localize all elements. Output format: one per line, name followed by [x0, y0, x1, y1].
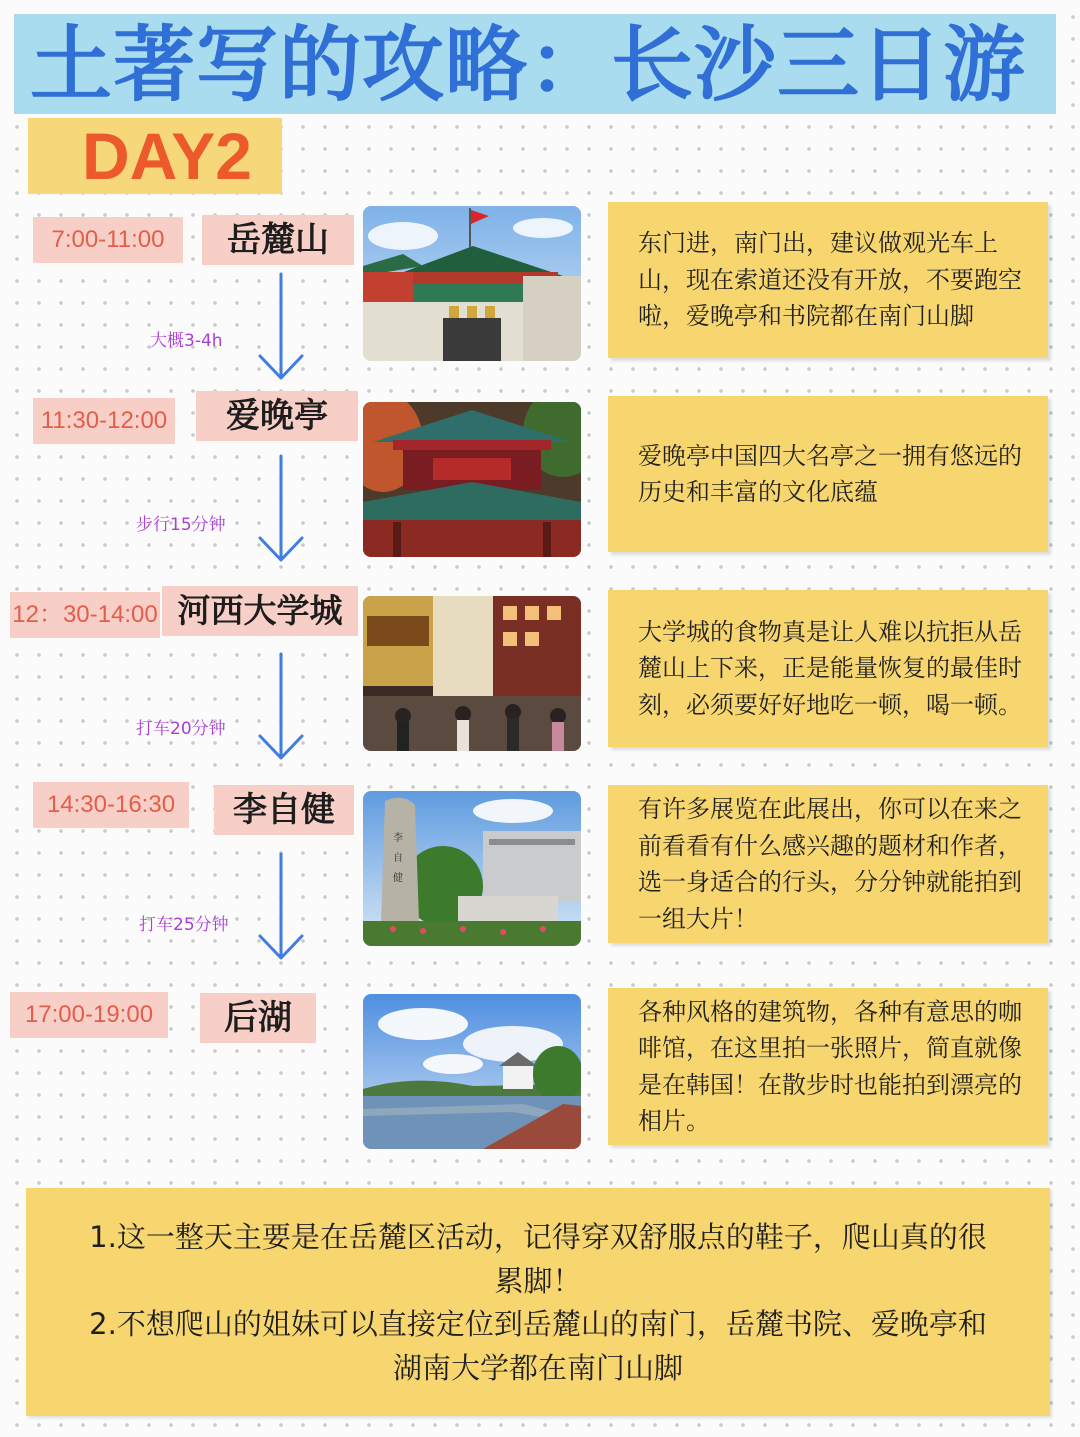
stop-1-description: 东门进，南门出，建议做观光车上山，现在索道还没有开放，不要跑空啦，爱晚亭和书院都在南门山脚 — [608, 202, 1048, 358]
stop-5-description: 各种风格的建筑物，各种有意思的咖啡馆，在这里拍一张照片，简直就像是在韩国！在散步时也能拍到漂亮的相片。 — [608, 988, 1048, 1145]
stop-2-photo — [363, 402, 581, 557]
stop-3-time: 12：30-14:00 — [10, 592, 160, 638]
day-label: DAY2 — [82, 119, 252, 193]
stop-5-place: 后湖 — [200, 993, 316, 1043]
arrow-down-icon — [256, 852, 306, 964]
stop-2-time: 11:30-12:00 — [33, 398, 175, 444]
stop-2-place: 爱晚亭 — [196, 391, 358, 441]
transit-2-note: 步行15分钟 — [136, 515, 226, 535]
stop-1-time: 7:00-11:00 — [33, 217, 183, 263]
svg-text:李: 李 — [393, 833, 403, 844]
stop-3-photo — [363, 596, 581, 751]
stop-4-place: 李自健 — [214, 785, 354, 835]
arrow-down-icon — [256, 652, 306, 764]
arrow-down-icon — [256, 454, 306, 566]
svg-text:健: 健 — [393, 873, 403, 884]
transit-1-note: 大概3-4h — [150, 331, 223, 351]
svg-text:自: 自 — [393, 853, 403, 864]
stop-4-description: 有许多展览在此展出，你可以在来之前看看有什么感兴趣的题材和作者，选一身适合的行头，分分钟就能拍到一组大片！ — [608, 785, 1048, 943]
stop-1-place: 岳麓山 — [202, 215, 354, 265]
stop-4-photo — [363, 791, 581, 946]
stop-2-description: 爱晚亭中国四大名亭之一拥有悠远的历史和丰富的文化底蕴 — [608, 396, 1048, 552]
tip-1: 1.这一整天主要是在岳麓区活动，记得穿双舒服点的鞋子，爬山真的很累脚！ — [89, 1220, 987, 1298]
stop-5-time: 17:00-19:00 — [10, 992, 168, 1038]
stop-5-photo — [363, 994, 581, 1149]
stop-1-photo — [363, 206, 581, 361]
tip-2: 2.不想爬山的姐妹可以直接定位到岳麓山的南门，岳麓书院、爱晚亭和湖南大学都在南门山脚 — [89, 1307, 987, 1385]
transit-3-note: 打车20分钟 — [136, 719, 226, 739]
transit-4-note: 打车25分钟 — [139, 915, 229, 935]
stop-3-description: 大学城的食物真是让人难以抗拒从岳麓山上下来，正是能量恢复的最佳时刻，必须要好好地吃一顿，喝一顿。 — [608, 590, 1048, 747]
stop-4-time: 14:30-16:30 — [33, 782, 189, 828]
page-title: 土著写的攻略：长沙三日游 — [30, 18, 1027, 113]
arrow-down-icon — [256, 272, 306, 384]
tips-box — [26, 1188, 1050, 1416]
stop-3-place: 河西大学城 — [162, 586, 358, 636]
